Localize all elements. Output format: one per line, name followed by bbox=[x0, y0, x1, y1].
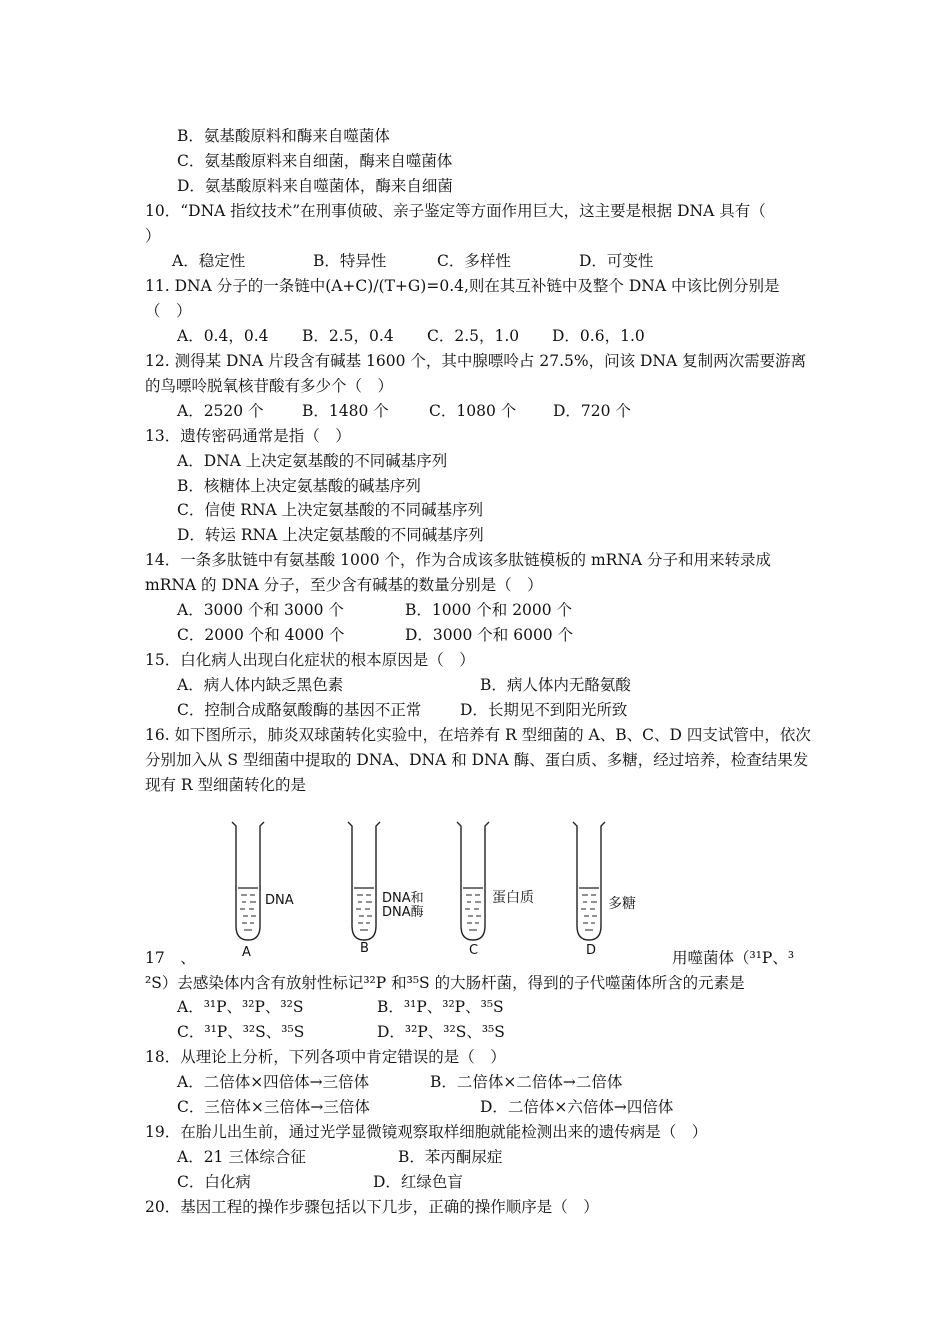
q16-stem-cont2: 现有 R 型细菌转化的是 bbox=[145, 776, 307, 794]
tube-b bbox=[348, 822, 424, 956]
q12-option-b: B．1480 个 bbox=[302, 402, 389, 420]
q10-stem-cont: ） bbox=[145, 227, 161, 245]
q12-stem-cont: 的鸟嘌呤脱氧核苷酸有多少个（ ） bbox=[145, 377, 394, 395]
q17-option-c: C．³¹P、³²S、³⁵S bbox=[177, 1023, 305, 1041]
q15-option-b: B．病人体内无酪氨酸 bbox=[480, 676, 631, 694]
q19-option-c: C．白化病 bbox=[177, 1173, 251, 1191]
tube-d-label: 多糖 bbox=[608, 896, 636, 912]
q11-option-a: A．0.4，0.4 bbox=[177, 327, 269, 345]
q13-option-b: B．核糖体上决定氨基酸的碱基序列 bbox=[177, 477, 421, 495]
q13-option-a: A．DNA 上决定氨基酸的不同碱基序列 bbox=[177, 452, 448, 470]
tube-c-letter: C bbox=[469, 943, 479, 958]
q9-option-c: C．氨基酸原料来自细菌，酶来自噬菌体 bbox=[177, 152, 453, 170]
q15-stem: 15．白化病人出现白化症状的根本原因是（ ） bbox=[145, 651, 475, 669]
q10-option-d: D．可变性 bbox=[579, 252, 654, 270]
q15-option-d: D．长期见不到阳光所致 bbox=[460, 701, 628, 719]
q12-option-d: D．720 个 bbox=[553, 402, 631, 420]
q15-option-c: C．控制合成酪氨酸酶的基因不正常 bbox=[177, 701, 422, 719]
q10-option-b: B．特异性 bbox=[313, 252, 387, 270]
tube-c bbox=[457, 822, 534, 958]
q12-option-a: A．2520 个 bbox=[177, 402, 264, 420]
q17-stem-cont: ²S）去感染体内含有放射性标记³²P 和³⁵S 的大肠杆菌，得到的子代噬菌体所含的元素是 bbox=[145, 974, 745, 992]
q13-option-c: C．信使 RNA 上决定氨基酸的不同碱基序列 bbox=[177, 501, 484, 519]
q14-option-a: A．3000 个和 3000 个 bbox=[177, 601, 344, 619]
q14-stem: 14．一条多肽链中有氨基酸 1000 个，作为合成该多肽链模板的 mRNA 分子和用来转录成 bbox=[145, 551, 772, 569]
q18-stem: 18．从理论上分析，下列各项中肯定错误的是（ ） bbox=[145, 1048, 506, 1066]
q11-stem-cont: （ ） bbox=[145, 302, 192, 320]
tube-d-letter: D bbox=[586, 943, 597, 958]
tube-a bbox=[232, 822, 294, 960]
q11-stem: 11. DNA 分子的一条链中(A+C)/(T+G)=0.4,则在其互补链中及整个 DNA 中该比例分别是 bbox=[145, 277, 780, 295]
q17-number: 17 、 bbox=[145, 949, 196, 967]
q11-option-b: B．2.5，0.4 bbox=[302, 327, 394, 345]
q13-option-d: D．转运 RNA 上决定氨基酸的不同碱基序列 bbox=[177, 526, 484, 544]
q13-stem: 13．遗传密码通常是指（ ） bbox=[145, 427, 351, 445]
q17-stem-right: 用噬菌体（³¹P、³ bbox=[672, 949, 795, 967]
q17-option-a: A．³¹P、³²P、³²S bbox=[177, 998, 304, 1016]
tube-b-label-line2: DNA酶 bbox=[382, 905, 424, 920]
q17-option-d: D．³²P、³²S、³⁵S bbox=[377, 1023, 505, 1041]
q9-option-d: D．氨基酸原料来自噬菌体，酶来自细菌 bbox=[177, 177, 453, 195]
tube-a-label: DNA bbox=[265, 893, 294, 908]
test-tube-figure bbox=[210, 818, 670, 963]
q12-option-c: C．1080 个 bbox=[429, 402, 517, 420]
q19-option-d: D．红绿色盲 bbox=[373, 1173, 463, 1191]
q11-option-c: C．2.5，1.0 bbox=[427, 327, 520, 345]
q18-option-c: C．三倍体×三倍体→三倍体 bbox=[177, 1098, 370, 1116]
q16-stem: 16. 如下图所示，肺炎双球菌转化实验中，在培养有 R 型细菌的 A、B、C、D 四支试管中，依次 bbox=[145, 726, 811, 744]
q15-option-a: A．病人体内缺乏黑色素 bbox=[177, 676, 344, 694]
q19-stem: 19．在胎儿出生前，通过光学显微镜观察取样细胞就能检测出来的遗传病是（ ） bbox=[145, 1123, 708, 1141]
q18-option-d: D．二倍体×六倍体→四倍体 bbox=[480, 1098, 674, 1116]
q16-stem-cont: 分别加入从 S 型细菌中提取的 DNA、DNA 和 DNA 酶、蛋白质、多糖，经过培养，检查结果发 bbox=[145, 751, 809, 769]
q19-option-b: B．苯丙酮尿症 bbox=[398, 1148, 503, 1166]
q14-stem-cont: mRNA 的 DNA 分子，至少含有碱基的数量分别是（ ） bbox=[145, 576, 543, 594]
q10-option-c: C．多样性 bbox=[437, 252, 511, 270]
q18-option-a: A．二倍体×四倍体→三倍体 bbox=[177, 1073, 370, 1091]
tube-b-label-line1: DNA和 bbox=[382, 891, 424, 906]
q12-stem: 12. 测得某 DNA 片段含有碱基 1600 个，其中腺嘌呤占 27.5%，问该 DNA 复制两次需要游离 bbox=[145, 352, 807, 370]
q10-stem: 10．“DNA 指纹技术”在刑事侦破、亲子鉴定等方面作用巨大，这主要是根据 DNA 具有（ bbox=[145, 202, 766, 220]
q20-stem: 20．基因工程的操作步骤包括以下几步，正确的操作顺序是（ ） bbox=[145, 1198, 599, 1216]
q18-option-b: B．二倍体×二倍体→二倍体 bbox=[430, 1073, 623, 1091]
tube-b-letter: B bbox=[360, 941, 369, 956]
q9-option-b: B．氨基酸原料和酶来自噬菌体 bbox=[177, 127, 390, 145]
tube-d bbox=[573, 822, 636, 958]
q19-option-a: A．21 三体综合征 bbox=[177, 1148, 306, 1166]
q14-option-d: D．3000 个和 6000 个 bbox=[405, 626, 574, 644]
q17-option-b: B．³¹P、³²P、³⁵S bbox=[377, 998, 504, 1016]
q11-option-d: D．0.6，1.0 bbox=[552, 327, 645, 345]
tube-c-label: 蛋白质 bbox=[492, 890, 534, 906]
tube-a-letter: A bbox=[242, 945, 251, 960]
q10-option-a: A．稳定性 bbox=[172, 252, 246, 270]
q14-option-c: C．2000 个和 4000 个 bbox=[177, 626, 345, 644]
q14-option-b: B．1000 个和 2000 个 bbox=[405, 601, 573, 619]
